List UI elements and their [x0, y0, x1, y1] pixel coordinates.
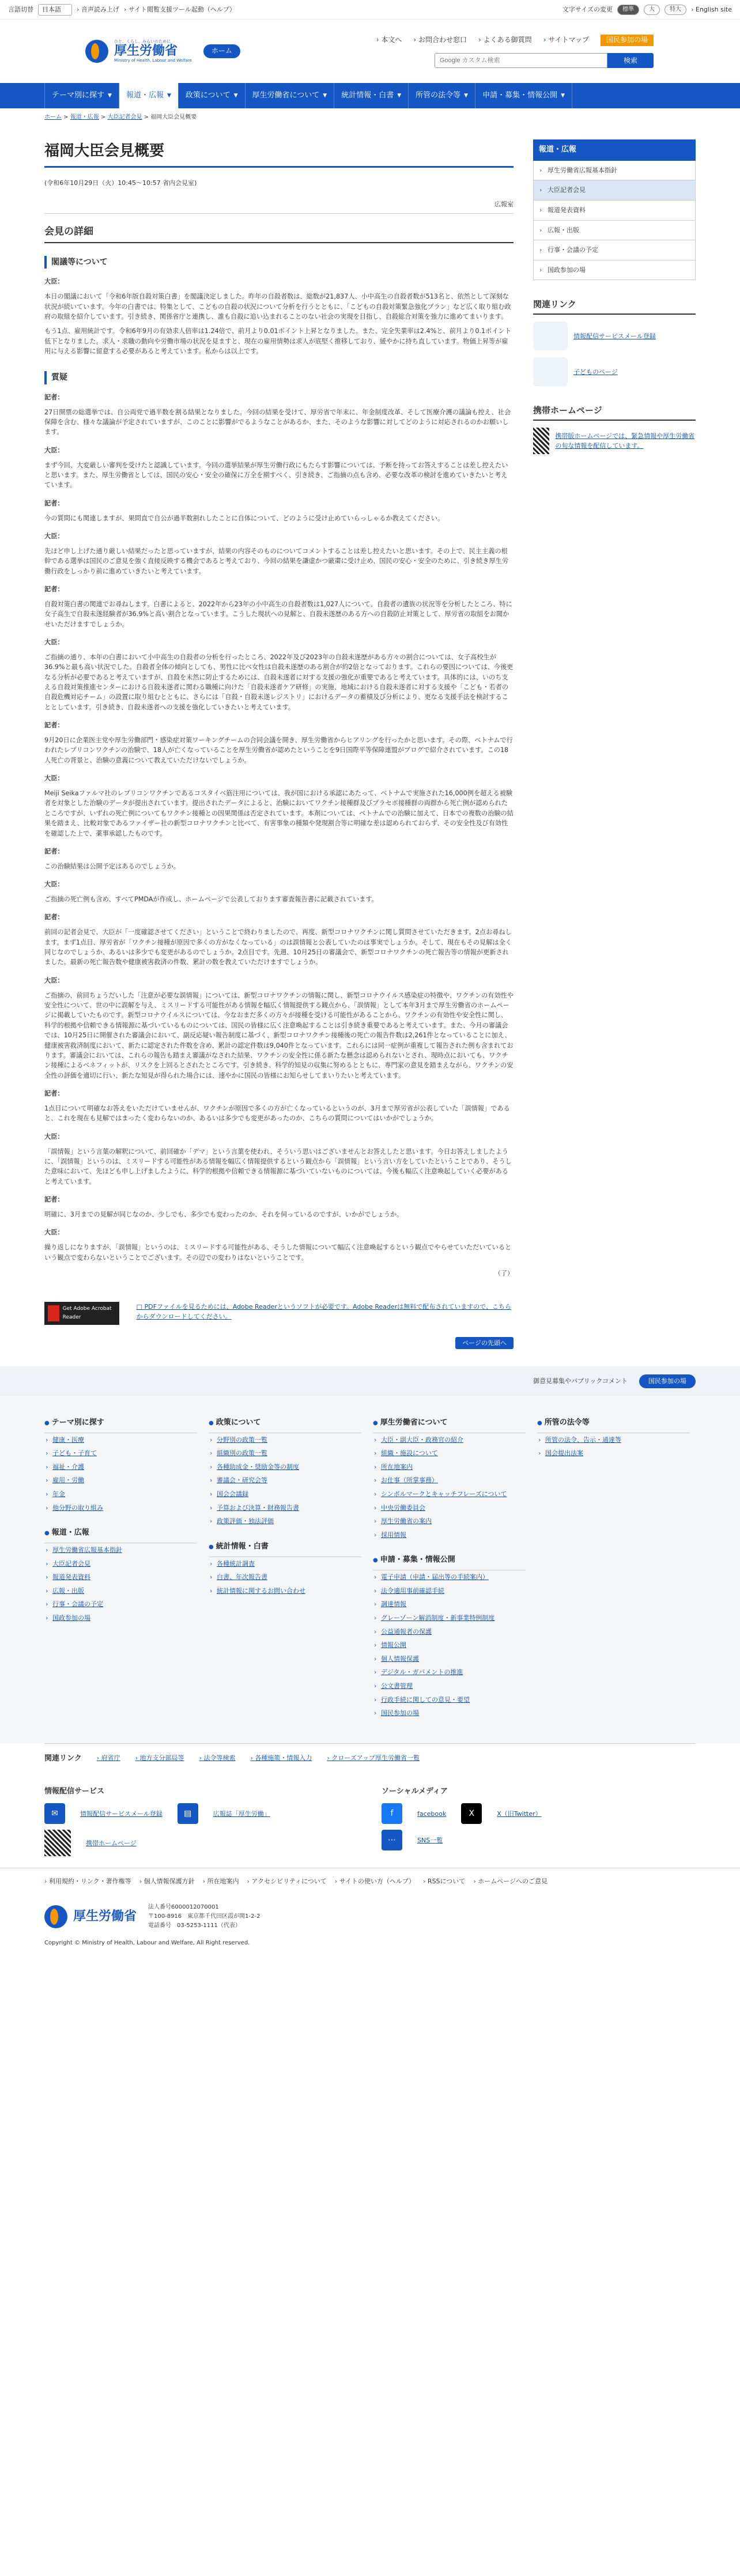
footer-related-links — [44, 1743, 696, 1774]
meeting-datetime: (令和6年10月29日（火）10:45～10:57 省内会見室) — [44, 179, 197, 187]
header-link-sitemap[interactable]: › サイトマップ — [543, 35, 589, 46]
footer-link[interactable]: › 採用情報 — [373, 1528, 526, 1542]
speaker-label: 大臣： — [44, 976, 64, 984]
speaker-label: 記者： — [44, 913, 64, 921]
speaker-label: 記者： — [44, 1195, 64, 1203]
pr-magazine-link[interactable]: 広報誌「厚生労働」 — [213, 1810, 270, 1818]
magazine-icon: ▤ — [178, 1803, 198, 1824]
speaker-label: 大臣： — [44, 639, 64, 647]
speaker-label: 記者： — [44, 722, 64, 730]
transcript-paragraph: ご指摘の通り、本年の白書において小中高生の自殺者の分析を行ったところ、2022年及び2023年の自殺未遂歴がある方々の割合については、女子高校生が36.9%と最も高い状況でした。自殺者全体の傾向としても、男性に比べ女性は自殺未遂歴のある割合が約2倍となっております。これらの要因については、今後更なる分析が必要であると考えていますが、自殺を未然に防止するためには、自殺未遂者に対する支援の強化が重要であると考えています。具体的には、いのち支える自殺対策推進センターにおける自殺未遂者に関わる職種に向けた「自殺未遂者ケア研修」の実施、地域における自殺未遂者に対する支援や「こども・若者の自殺危機対応チーム」の設置に取り組むとともに、さらには「自殺・自殺未遂レジストリ」におけるデータの蓄積及び分析により、更なる支援手法を検討することとしています。引き続き、自殺未遂者への支援を強化していきたいと考えています。 — [44, 654, 514, 711]
footer-column-title: ● 所管の法令等 — [537, 1414, 690, 1433]
address: 〒100-8916 東京都千代田区霞が関1-2-2 — [148, 1913, 260, 1920]
mail-service-link[interactable]: 情報配信サービスメール登録 — [80, 1810, 163, 1818]
footer-link[interactable]: › 公益通報者の保護 — [373, 1625, 526, 1639]
footer-link[interactable]: › 国会会議録 — [209, 1487, 361, 1501]
reader-link[interactable]: › 音声読み上げ — [77, 5, 119, 15]
footer-column-title: ● 申請・募集・情報公開 — [373, 1551, 526, 1570]
lang-label: 言語切替 — [8, 5, 33, 13]
related-title: 関連リンク — [533, 297, 696, 315]
speaker-label: 記者： — [44, 499, 64, 507]
mobile-link[interactable]: 携帯版ホームページでは、緊急情報や厚生労働省の旬な情報を配信しています。 — [555, 432, 695, 450]
pdf-download-link[interactable]: □ PDFファイルを見るためには、Adobe Readerというソフトが必要です。Adobe Readerは無料で配布されていますので、こちらからダウンロードしてください。 — [137, 1302, 514, 1322]
header-link-contact[interactable]: › お問合わせ窓口 — [413, 35, 467, 46]
gnav-stats[interactable] — [334, 83, 409, 108]
gnav-label: 申請・募集・情報公開 — [482, 90, 558, 100]
chevron-down-icon: ▼ — [464, 92, 469, 99]
footer-link[interactable]: › デジタル・ガバメントの推進 — [373, 1665, 526, 1679]
related-mail[interactable] — [533, 322, 696, 350]
footer-link[interactable]: › 統計情報に関するお問い合わせ — [209, 1584, 361, 1598]
transcript-paragraph: 繰り返しになりますが、「誤情報」というのは、ミスリードする可能性がある、そうした情報について幅広く注意喚起するという観点でやらせていただいているという観点で変わらないということでございます。その辺での変わりはないということです。 — [44, 1244, 512, 1261]
footer-link[interactable]: › 行事・会議の予定 — [44, 1597, 197, 1611]
footer-link[interactable]: › シンボルマークとキャッチフレーズについて — [373, 1487, 526, 1501]
footer-column-title: ● 統計情報・白書 — [209, 1538, 361, 1557]
transcript-paragraph: ご指摘の、前回ちょうだいした「注意が必要な誤情報」については、新型コロナワクチンの情報に関し、新型コロナウイルス感染症の特徴や、ワクチンの有効性や安全性について、世の中に誤解を与え、ミスリードする可能性がある情報を幅広く情報提供する観点から、「誤情報」として本年3月まで厚生労働省のホームページに掲載していたものです。新型コロナウイルスについては、今なおまだ多くの方々が接種を受ける可能性があることから、ワクチンの有効性や安全性に関し、科学的根拠や信頼できる情報源に基づいているものについては、国民の皆様に広く注意喚起することは引き続き重要であると考えています。また、今月の審議会では、10月25日に開催された審議会において、副反応疑い報告制度に基づく、新型コロナワクチン接種後の死亡の報告件数は2,261件となっていることに加え、健康被害救済制度において、新たに認定された件数を含め、累計の認定件数は9,040件となっています。これらには同一症例が重複して報告された例も含まれております。審議会においては、これらの報告も踏まえ審議がなされた結果、ワクチンの安全性に係る新たな懸念は認められないとされ、現時点においても、ワクチン接種によるベネフィットが、リスクを上回るとされたところです。引き続き、科学的知見の収集に努めるとともに、専門家の意見を踏まえながら、ワクチンの安全性の評価を適切に行い、新たな知見が得られた場合には、速やかに国民の皆様にお知らせしてまいりたいと考えています。 — [44, 991, 514, 1079]
transcript-paragraph: 9月20日に企業医主党や厚生労働部門・感染症対策ワーキングチームの合同会議を開き、厚生労働省からヒアリングを行ったかと思います。その際、ベトナムで行われたレプリコンワクチンの治験で、18人が亡くなっていることを厚生労働省が認めたということを9日国際平等保障連盟がブログで紹介されています。この18人死亡の背景と、治験の意義について教えていただけないでしょうか。 — [44, 736, 513, 764]
footer-link[interactable]: › 所在地案内 — [373, 1460, 526, 1474]
chevron-down-icon: ▼ — [323, 92, 327, 99]
support-tool-link[interactable]: › サイト閲覧支援ツール起動（ヘルプ） — [124, 5, 236, 15]
search-button[interactable]: 検索 — [607, 53, 654, 68]
footer-link[interactable]: › 厚生労働省の案内 — [373, 1514, 526, 1528]
footer-link[interactable]: › 国政参加の場 — [44, 1611, 197, 1625]
transcript-paragraph: 今の質問にも関連しますが、果問直で自公が過半数割れしたことに自体について、どのように受け止めていらっしゃるか教えてください。 — [44, 514, 444, 522]
qr-code-icon — [533, 428, 549, 454]
related-link[interactable]: 情報配信サービスメール登録 — [573, 332, 656, 340]
chevron-down-icon: ▼ — [167, 92, 171, 99]
size-large-button[interactable]: 大 — [644, 5, 660, 15]
size-xlarge-button[interactable]: 特大 — [665, 5, 686, 15]
footer-link[interactable]: › グレーゾーン解消制度・新事業特例制度 — [373, 1611, 526, 1625]
bottom-link[interactable]: › 個人情報保護方針 — [139, 1876, 195, 1887]
bottom-link[interactable]: › 利用規約・リンク・著作権等 — [44, 1876, 131, 1887]
footer-link[interactable]: › 国会提出法案 — [537, 1446, 690, 1460]
gnav-laws[interactable] — [409, 83, 475, 108]
speaker-label: 大臣： — [44, 1229, 64, 1237]
transcript-paragraph: 先ほど申し上げた通り厳しい結果だったと思っていますが、結果の内容そのものについてコメントすることは差し控えたいと思います。その上で、民主主義の根幹である選挙は国民のご意見を強く直接反映する機会であると考えており、今回の結果を謙虚かつ厳粛に受け止め、国民の安心・安全のために、引き続き厚生労働行政をしっかり前に進めていきたいと考えています。 — [44, 547, 509, 575]
page-top-button[interactable]: ページの先頭へ — [455, 1337, 514, 1349]
footer-link[interactable]: › 審議会・研究会等 — [209, 1474, 361, 1487]
footer-column-title: ● 政策について — [209, 1414, 361, 1433]
speaker-label: 大臣： — [44, 278, 64, 286]
sidebar-item[interactable]: › 行事・会議の予定 — [533, 240, 696, 260]
related-link-item[interactable]: › 府省庁 — [97, 1753, 120, 1765]
gnav-apply[interactable] — [475, 83, 572, 108]
x-icon: X — [461, 1803, 482, 1824]
related-link-item[interactable]: › 法令等検索 — [199, 1753, 236, 1765]
feedback-bar — [0, 1366, 740, 1396]
sidebar-item[interactable]: › 厚生労働省広報基本指針 — [533, 161, 696, 181]
footer-link[interactable]: › 組織・施設について — [373, 1446, 526, 1460]
size-standard-button[interactable]: 標準 — [617, 5, 639, 15]
footer-link[interactable]: › 大臣記者会見 — [44, 1557, 197, 1571]
site-header — [0, 20, 740, 83]
footer-link[interactable]: › 行政手続に関しての意見・要望 — [373, 1693, 526, 1707]
footer-column-title: ● 報道・広報 — [44, 1524, 197, 1543]
speaker-label: 記者： — [44, 1089, 64, 1097]
pdf-notice — [44, 1302, 514, 1325]
transcript-paragraph: まず今回、大変厳しい審判を受けたと認識しています。今回の選挙結果が厚生労働行政にもたらす影響については、予断を持ってお答えすることは差し控えたいと思います。また、厚生労働省としては、国民の安心・安全の確保に万全を期すべく、引き続き、ご指摘の点も含め、必要な改革の検討を進めていきたいと考えています。 — [44, 461, 508, 489]
footer-link[interactable]: › 中央労働委員会 — [373, 1501, 526, 1515]
footer-link[interactable]: › 各種統計調査 — [209, 1557, 361, 1571]
logo-name: 厚生労働省 — [114, 44, 178, 58]
mhlw-logo-icon — [44, 1905, 67, 1928]
copyright: Copyright © Ministry of Health, Labour and Welfare, All Right reserved. — [44, 1939, 250, 1946]
gnav-label: 統計情報・白書 — [341, 90, 394, 100]
footer-link[interactable]: › 所管の法令、告示・通達等 — [537, 1433, 690, 1447]
chevron-down-icon: ▼ — [233, 92, 238, 99]
global-nav — [0, 83, 740, 108]
page-title: 福岡大臣会見概要 — [44, 139, 514, 168]
transcript-paragraph: 27日開票の総選挙では、自公両党で過半数を割る結果となりました。今回の結果を受けて、厚労省で年末に、年金制度改革、そして医療介護の議論も控え、社会保障を含む、様々な議論が予定されていますが、このことに影響がでるようなことがあるか、また、そのような影響に対してどのように対応されるのかお願いします。 — [44, 408, 511, 436]
footer-link[interactable]: › 情報公開 — [373, 1638, 526, 1652]
footer-link[interactable]: › 雇用・労働 — [44, 1474, 197, 1487]
mhlw-logo-icon — [85, 40, 108, 63]
feedback-button[interactable]: 国民参加の場 — [639, 1374, 696, 1388]
speaker-label: 記者： — [44, 586, 64, 594]
adobe-label: Get Adobe Acrobat Reader — [62, 1306, 112, 1320]
sidebar-item[interactable]: › 報道発表資料 — [533, 201, 696, 221]
chevron-down-icon: ▼ — [397, 92, 402, 99]
sidebar-title: 報道・広報 — [533, 139, 696, 161]
x-link[interactable]: X（旧Twitter） — [497, 1810, 542, 1818]
footer-link[interactable]: › 調達情報 — [373, 1597, 526, 1611]
footer-column-title: ● テーマ別に探す — [44, 1414, 197, 1433]
footer-link[interactable]: › 法令適用事前確認手続 — [373, 1584, 526, 1598]
breadcrumb-press[interactable]: 報道・広報 — [70, 114, 99, 120]
gnav-label: 厚生労働省について — [252, 90, 320, 100]
footer-link[interactable]: › 健康・医療 — [44, 1433, 197, 1447]
bottom-link[interactable]: › RSSについて — [423, 1876, 465, 1887]
footer-logo — [44, 1905, 137, 1928]
chevron-down-icon: ▼ — [561, 92, 565, 99]
logo-name: 厚生労働省 — [73, 1909, 137, 1924]
utility-bar — [0, 0, 740, 20]
facebook-link[interactable]: facebook — [417, 1810, 447, 1818]
footer-link[interactable]: › 政策評価・独法評価 — [209, 1514, 361, 1528]
footer-link[interactable]: › 年金 — [44, 1487, 197, 1501]
speaker-label: 大臣： — [44, 446, 64, 454]
sidebar-item[interactable]: › 国政参加の場 — [533, 260, 696, 281]
transcript-paragraph: 前回の記者会見で、大臣が「一度確認させてください」ということで終わりましたので、再度、新型コロナワクチンに関し質問させていただきます。2点お尋ねします。まず1点目、厚労省が「ワクチン接種が原因で多くの方がなくなっている」のは誤情報と公表していたのは事実でしょうか。そして、現在もその見解は全く同じなのでしょうか、あるいは多少でも変更があるのでしょうか。2点目です。先週、10月25日の審議会で、新型コロナワクチンの死亡報告等の情報が更新されました。最新の死亡報告数や健康被害救済の件数、累計の数を教えていただけますでしょうか。 — [44, 928, 512, 966]
mobile-home-link[interactable]: 携帯ホームページ — [86, 1839, 137, 1847]
bottom-links — [0, 1868, 740, 1895]
footer-link[interactable]: › 報道発表資料 — [44, 1570, 197, 1584]
transcript-paragraph: ご指摘の死亡例も含め、すべてPMDAが作成し、ホームページで公表しております審査報告書に記載されています。 — [44, 896, 378, 904]
mobile-title: 携帯ホームページ — [533, 403, 696, 421]
related-links-label: 関連リンク — [44, 1754, 82, 1763]
facebook-icon: f — [382, 1803, 402, 1824]
speaker-label: 記者： — [44, 393, 64, 401]
main-content — [44, 139, 514, 1349]
speaker-label: 大臣： — [44, 775, 64, 783]
footer-link[interactable]: › 分野別の政策一覧 — [209, 1433, 361, 1447]
footer-link[interactable]: › 福祉・介護 — [44, 1460, 197, 1474]
footer-column — [373, 1414, 526, 1720]
search-input[interactable] — [435, 53, 607, 68]
footer-link[interactable]: › 子ども・子育て — [44, 1446, 197, 1460]
transcript-paragraph: 1点目について明確なお答えをいただけていませんが、ワクチンが原因で多くの方が亡くなっているというのが、3月まで厚労省が公表していた「誤情報」であると、これを現在も見解ではまったく変わらないのか、あるいは多少でも変更があったのか、こちらの質問についてはいかがでしょうか。 — [44, 1104, 510, 1123]
transcript-paragraph: 「誤情報」という言葉の解釈について、前回確か「デマ」という言葉を使われ、そういう思いはございませんとお答えしたと思います。今日お答えしましたように、「誤情報」というのは、ミスリードする可能性がある情報を幅広く情報提供するという観点から「誤情報」という言い方をしていたということであり、そうした意味において、先ほども申し上げましたように、科学的根拠や信頼できる情報源に基づいていないものについては、今後も幅広く注意喚起していく必要があると考えています。 — [44, 1147, 512, 1185]
bottom-link[interactable]: › 所在地案内 — [203, 1876, 239, 1887]
footer-link[interactable]: › 他分野の取り組み — [44, 1501, 197, 1515]
gnav-themes[interactable] — [44, 83, 119, 108]
logo-tagline: ひと、くらし、みらいのために — [114, 39, 171, 44]
sidebar-item-active[interactable]: › 大臣記者会見 — [533, 180, 696, 201]
footer-address — [44, 1895, 696, 1939]
footer-link[interactable]: › 国民参加の場 — [373, 1706, 526, 1720]
footer-column — [209, 1414, 361, 1720]
speaker-label: 大臣： — [44, 1132, 64, 1140]
mobile-block — [533, 428, 696, 454]
chevron-down-icon: ▼ — [108, 92, 112, 99]
transcript-paragraph: 自殺対策白書の関連でお尋ねします。白書によると、2022年から23年の小中高生の自殺者数は1,027人について、自殺者の遺族の状況等を分析したところ、特に女子高生で自殺未遂経験者が36.9%と高い割合となっています。こうした現状への見解と、自殺未遂歴のある方への自殺防止対策として、厚労省の取組をお聞かせいただけますでしょうか。 — [44, 600, 512, 628]
transcript-paragraph: Meiji Seikaファルマ社のレプリコンワクチンであるコスタイベ筋注用については、我が国における承認にあたって、ベトナムで実施された16,000例を超える被験者を対象とした治験のデータが提出されています。提出されたデータによると、治験においてワクチン接種群及びプラセボ接種群の両群から死亡例が認められたところですが、いずれの死亡例についてもワクチン接種との因果関係は否定されています。本剤については、ベトナムでの治験に加えて、日本での複数の治験の結果を踏まえ、比較対象であるファイザー社の新型コロナワクチンと比べて、有害事象の種類や発現割合等に明確な差は認められておらず、その安全性及び有効性を確認した上で、薬事承認したものです。 — [44, 790, 514, 837]
size-label: 文字サイズの変更 — [562, 5, 613, 13]
footer-link[interactable]: › 厚生労働省広報基本指針 — [44, 1543, 197, 1557]
gnav-label: 政策について — [185, 90, 231, 100]
gnav-label: テーマ別に探す — [52, 90, 105, 100]
footer-link[interactable]: › 組織別の政策一覧 — [209, 1446, 361, 1460]
feedback-label: 御意見募集やパブリックコメント — [533, 1377, 628, 1385]
site-logo[interactable] — [85, 39, 240, 64]
related-kids[interactable] — [533, 357, 696, 386]
footer-column — [44, 1414, 197, 1720]
sidebar — [533, 139, 696, 1349]
footer-link[interactable]: › 公文書管理 — [373, 1679, 526, 1693]
mail-icon: ✉ — [44, 1803, 65, 1824]
subsection-qa: 質疑 — [44, 371, 514, 384]
breadcrumb-current: 福岡大臣会見概要 — [150, 114, 197, 120]
related-link[interactable]: 子どものページ — [573, 368, 618, 376]
bottom-link[interactable]: › アクセシビリティについて — [247, 1876, 327, 1887]
transcript-paragraph: 明確に、3月までの見解が同じなのか、少しでも、多少でも変わったのか、それを伺っているのですが、いかがでしょうか。 — [44, 1210, 403, 1218]
end-mark: （了） — [494, 1269, 514, 1277]
home-button[interactable]: ホーム — [203, 44, 240, 58]
footer-link[interactable]: › 予算および決算・財務報告書 — [209, 1501, 361, 1515]
related-link-item[interactable]: › 地方支分部局等 — [135, 1753, 184, 1765]
logo-english: Ministry of Health, Labour and Welfare — [114, 58, 192, 63]
gnav-policy[interactable] — [179, 83, 246, 108]
english-link[interactable]: › English site — [691, 5, 732, 15]
footer-link[interactable]: › 個人情報保護 — [373, 1652, 526, 1666]
sns-icon: ⋯ — [382, 1830, 402, 1850]
transcript-paragraph: この治験結果は公開予定はあるのでしょうか。 — [44, 862, 180, 870]
sns-list-link[interactable]: SNS一覧 — [417, 1836, 443, 1844]
footer-column — [537, 1414, 690, 1720]
footer-sitemap — [0, 1396, 740, 1743]
footer-link[interactable]: › お仕事（所掌事務） — [373, 1474, 526, 1487]
corp-number: 法人番号6000012070001 — [148, 1903, 219, 1910]
section-heading: 会見の詳細 — [44, 224, 514, 243]
qr-code-icon — [44, 1830, 71, 1856]
sidebar-item[interactable]: › 広報・出版 — [533, 221, 696, 241]
gnav-label: 所管の法令等 — [416, 90, 461, 100]
phone: 電話番号 03-5253-1111（代表） — [148, 1922, 241, 1929]
lang-select[interactable]: 日本語 — [38, 4, 72, 16]
header-link-participation[interactable]: 国民参加の場 — [601, 35, 654, 46]
footer-link[interactable]: › 大臣・副大臣・政務官の紹介 — [373, 1433, 526, 1447]
search-form — [435, 53, 654, 68]
footer-link[interactable]: › 白書、年次報告書 — [209, 1570, 361, 1584]
related-link-item[interactable]: › クローズアップ厚生労働省一覧 — [327, 1753, 420, 1765]
service-title: 情報配信サービス — [44, 1786, 105, 1796]
breadcrumb: ホーム > 報道・広報 > 大臣記者会見 > 福岡大臣会見概要 — [44, 114, 197, 120]
breadcrumb-conference[interactable]: 大臣記者会見 — [107, 114, 142, 120]
gnav-press[interactable] — [119, 83, 179, 108]
breadcrumb-home[interactable]: ホーム — [44, 114, 62, 120]
bottom-link[interactable]: › ホームページへのご意見 — [473, 1876, 548, 1887]
adobe-icon — [48, 1305, 59, 1321]
header-link-main[interactable]: › 本文へ — [376, 35, 402, 46]
subsection-cabinet: 閣議等について — [44, 256, 514, 269]
service-section — [44, 1774, 696, 1868]
bottom-link[interactable]: › サイトの使い方（ヘルプ） — [335, 1876, 415, 1887]
kids-page-icon — [533, 357, 568, 386]
speaker-label: 大臣： — [44, 881, 64, 889]
gnav-label: 報道・広報 — [126, 90, 164, 100]
gnav-about[interactable] — [246, 83, 335, 108]
department: 広報室 — [44, 199, 514, 214]
footer-link[interactable]: › 各種助成金・奨励金等の制度 — [209, 1460, 361, 1474]
transcript-paragraph: もう1点、雇用統計です。令和6年9月の有効求人倍率は1.24倍で、前月より0.01ポイント上昇となりました。また、完全失業率は2.4%と、前月より0.1ポイント低下となりました。求人・求職の動向や労働市場の状況を見ますと、現在の雇用情勢は求人が底堅く推移しており、緩やかに持ち直しています。物価上昇等が雇用に与える影響に留意する必要があると考えています。私からは以上です。 — [44, 327, 511, 356]
footer-link[interactable]: › 電子申請（申請・届出等の手続案内） — [373, 1570, 526, 1584]
footer-column-title: ● 厚生労働省について — [373, 1414, 526, 1433]
related-link-item[interactable]: › 各種施策・情報入力 — [250, 1753, 312, 1765]
transcript-paragraph: 本日の閣議において「令和6年版自殺対策白書」を閣議決定しました。昨年の自殺者数は、総数が21,837人、小中高生の自殺者数が513名と、依然として深刻な状況が続いています。今年の白書では、特集として、こどもの自殺の状況について分析を行うとともに、「こどもの自殺対策緊急強化プラン」など広く取り組む政府の取組を紹介しています。引き続き、関係省庁と連携し、誰も自殺に追い込まれることのない社会の実現を目指し、自殺総合対策を強力に進めてまいります。 — [44, 293, 511, 320]
social-title: ソーシャルメディア — [382, 1786, 448, 1796]
header-link-faq[interactable]: › よくある御質問 — [478, 35, 532, 46]
speaker-label: 大臣： — [44, 532, 64, 541]
mail-service-icon — [533, 322, 568, 350]
speaker-label: 記者： — [44, 847, 64, 855]
adobe-reader-banner[interactable] — [44, 1302, 119, 1325]
footer-link[interactable]: › 広報・出版 — [44, 1584, 197, 1598]
